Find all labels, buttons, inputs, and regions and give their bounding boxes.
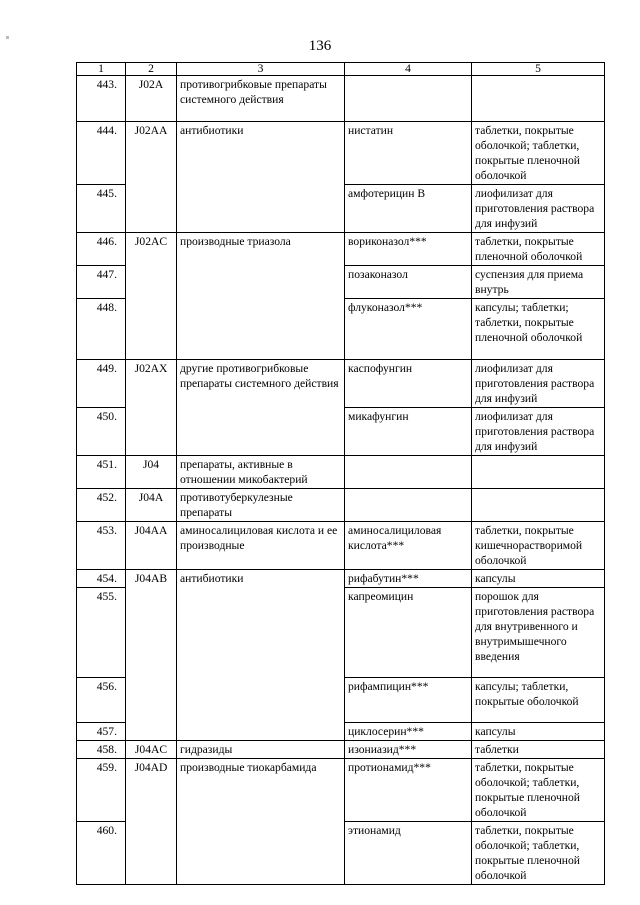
dosage-form-cell [472, 76, 605, 122]
column-header: 1 [77, 63, 126, 76]
row-number-cell: 448. [77, 299, 126, 360]
row-number-cell: 455. [77, 588, 126, 678]
drug-name-cell [345, 76, 472, 122]
atc-code-cell: J04AB [126, 570, 177, 741]
atc-code-cell: J02AC [126, 233, 177, 360]
row-number-cell: 445. [77, 185, 126, 233]
group-name-cell: производные триазола [177, 233, 345, 360]
dosage-form-cell: лиофилизат для приготовления раствора для инфузий [472, 185, 605, 233]
group-name-cell: аминосалициловая кислота и ее производные [177, 522, 345, 570]
dosage-form-cell: таблетки, покрытые пленочной оболочкой [472, 233, 605, 266]
dosage-form-cell: таблетки, покрытые кишечнорастворимой оболочкой [472, 522, 605, 570]
table-row [77, 76, 605, 122]
atc-code-cell: J02A [126, 76, 177, 122]
group-name-cell: другие противогрибковые препараты системного действия [177, 360, 345, 456]
drug-name-cell: этионамид [345, 822, 472, 885]
drug-name-cell: нистатин [345, 122, 472, 185]
table-row [77, 570, 605, 588]
column-header: 2 [126, 63, 177, 76]
dosage-form-cell: лиофилизат для приготовления раствора для инфузий [472, 408, 605, 456]
group-name-cell: препараты, активные в отношении микобактерий [177, 456, 345, 489]
column-header: 4 [345, 63, 472, 76]
table-row [77, 360, 605, 408]
table-row [77, 741, 605, 759]
table-row [77, 759, 605, 822]
dosage-form-cell: капсулы [472, 723, 605, 741]
group-name-cell: производные тиокарбамида [177, 759, 345, 885]
row-number-cell: 443. [77, 76, 126, 122]
dosage-form-cell: таблетки [472, 741, 605, 759]
row-number-cell: 446. [77, 233, 126, 266]
row-number-cell: 451. [77, 456, 126, 489]
drug-name-cell: капреомицин [345, 588, 472, 678]
drug-list-table [76, 62, 605, 885]
row-number-cell: 460. [77, 822, 126, 885]
dosage-form-cell [472, 456, 605, 489]
header-row [77, 63, 605, 76]
row-number-cell: 454. [77, 570, 126, 588]
table-row [77, 522, 605, 570]
atc-code-cell: J04A [126, 489, 177, 522]
row-number-cell: 459. [77, 759, 126, 822]
drug-name-cell: рифабутин*** [345, 570, 472, 588]
atc-code-cell: J04AC [126, 741, 177, 759]
group-name-cell: противотуберкулезные препараты [177, 489, 345, 522]
drug-name-cell: амфотерицин В [345, 185, 472, 233]
drug-name-cell: флуконазол*** [345, 299, 472, 360]
atc-code-cell: J02AA [126, 122, 177, 233]
dosage-form-cell: капсулы [472, 570, 605, 588]
table-row [77, 456, 605, 489]
group-name-cell: антибиотики [177, 122, 345, 233]
dosage-form-cell: таблетки, покрытые оболочкой; таблетки, покрытые пленочной оболочкой [472, 822, 605, 885]
dosage-form-cell: капсулы; таблетки, покрытые оболочкой [472, 678, 605, 723]
row-number-cell: 456. [77, 678, 126, 723]
row-number-cell: 457. [77, 723, 126, 741]
drug-name-cell: изониазид*** [345, 741, 472, 759]
row-number-cell: 444. [77, 122, 126, 185]
table-row [77, 122, 605, 185]
atc-code-cell: J02AX [126, 360, 177, 456]
row-number-cell: 452. [77, 489, 126, 522]
row-number-cell: 458. [77, 741, 126, 759]
row-number-cell: 449. [77, 360, 126, 408]
table-body [77, 63, 605, 885]
dosage-form-cell: суспензия для приема внутрь [472, 266, 605, 299]
row-number-cell: 447. [77, 266, 126, 299]
drug-name-cell: рифампицин*** [345, 678, 472, 723]
drug-name-cell: позаконазол [345, 266, 472, 299]
column-header: 5 [472, 63, 605, 76]
drug-name-cell [345, 489, 472, 522]
drug-name-cell: циклосерин*** [345, 723, 472, 741]
table-row [77, 233, 605, 266]
column-header: 3 [177, 63, 345, 76]
table-row [77, 489, 605, 522]
row-number-cell: 450. [77, 408, 126, 456]
group-name-cell: антибиотики [177, 570, 345, 741]
dosage-form-cell: лиофилизат для приготовления раствора для инфузий [472, 360, 605, 408]
atc-code-cell: J04 [126, 456, 177, 489]
drug-name-cell: вориконазол*** [345, 233, 472, 266]
group-name-cell: противогрибковые препараты системного действия [177, 76, 345, 122]
page-number: 136 [308, 38, 332, 54]
row-number-cell: 453. [77, 522, 126, 570]
drug-name-cell: каспофунгин [345, 360, 472, 408]
drug-name-cell: микафунгин [345, 408, 472, 456]
dosage-form-cell: таблетки, покрытые оболочкой; таблетки, покрытые пленочной оболочкой [472, 122, 605, 185]
atc-code-cell: J04AD [126, 759, 177, 885]
drug-name-cell: протионамид*** [345, 759, 472, 822]
dosage-form-cell: таблетки, покрытые оболочкой; таблетки, покрытые пленочной оболочкой [472, 759, 605, 822]
atc-code-cell: J04AA [126, 522, 177, 570]
dosage-form-cell: капсулы; таблетки; таблетки, покрытые пленочной оболочкой [472, 299, 605, 360]
dosage-form-cell: порошок для приготовления раствора для внутривенного и внутримышечного введения [472, 588, 605, 678]
group-name-cell: гидразиды [177, 741, 345, 759]
drug-name-cell [345, 456, 472, 489]
dosage-form-cell [472, 489, 605, 522]
drug-name-cell: аминосалициловая кислота*** [345, 522, 472, 570]
